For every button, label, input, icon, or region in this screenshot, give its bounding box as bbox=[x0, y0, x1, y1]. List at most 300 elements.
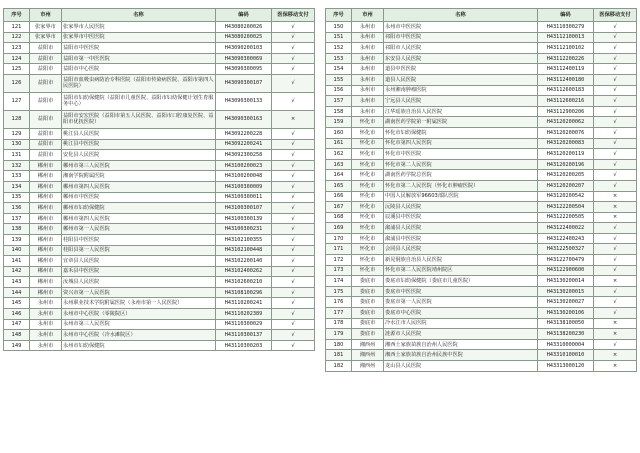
cell-hospital-name: 郴州市中医医院 bbox=[62, 192, 216, 203]
cell-code: H43110300029 bbox=[216, 319, 272, 330]
cell-payment-flag: √ bbox=[594, 233, 637, 244]
cell-hospital-name: 湘西土家族苗族自治州人民医院 bbox=[384, 339, 538, 350]
cell-seq: 163 bbox=[326, 159, 352, 170]
cell-payment-flag: √ bbox=[594, 180, 637, 191]
cell-hospital-name: 会同县人民医院 bbox=[384, 244, 538, 255]
table-row bbox=[4, 92, 315, 110]
cell-code: H43120200062 bbox=[538, 117, 594, 128]
cell-code: H43122200504 bbox=[538, 202, 594, 213]
cell-payment-flag: √ bbox=[594, 32, 637, 43]
cell-code: H43090300095 bbox=[216, 64, 272, 75]
table-row bbox=[326, 329, 637, 340]
cell-seq: 160 bbox=[326, 127, 352, 138]
table-row bbox=[326, 149, 637, 160]
cell-city: 郴州市 bbox=[30, 181, 62, 192]
cell-hospital-name: 湘西土家族苗族自治州民族中医院 bbox=[384, 350, 538, 361]
cell-hospital-name: 娄底市中医医院 bbox=[384, 286, 538, 297]
cell-seq: 180 bbox=[326, 339, 352, 350]
cell-hospital-name: 湘南学院附属医院 bbox=[62, 171, 216, 182]
cell-city: 怀化市 bbox=[352, 117, 384, 128]
cell-code: H43090300069 bbox=[216, 53, 272, 64]
table-header-row bbox=[4, 9, 315, 22]
table-body-right bbox=[326, 22, 637, 372]
table-row bbox=[4, 319, 315, 330]
cell-seq: 150 bbox=[326, 22, 352, 33]
cell-payment-flag: × bbox=[594, 350, 637, 361]
cell-hospital-name: 郴州市第四人民医院 bbox=[62, 181, 216, 192]
cell-seq: 136 bbox=[4, 203, 30, 214]
cell-seq: 182 bbox=[326, 361, 352, 372]
table-row bbox=[326, 170, 637, 181]
table-row bbox=[4, 266, 315, 277]
hospital-table-right bbox=[325, 8, 637, 372]
cell-seq: 140 bbox=[4, 245, 30, 256]
cell-hospital-name: 东安县人民医院 bbox=[384, 53, 538, 64]
table-row bbox=[4, 22, 315, 33]
cell-city: 怀化市 bbox=[352, 244, 384, 255]
cell-hospital-name: 益阳市中心医院 bbox=[62, 64, 216, 75]
cell-payment-flag: √ bbox=[272, 256, 315, 267]
cell-city: 怀化市 bbox=[352, 180, 384, 191]
table-row bbox=[326, 117, 637, 128]
cell-hospital-name: 桂阳县中医医院 bbox=[62, 234, 216, 245]
header-name: 名称 bbox=[62, 9, 216, 22]
cell-code: H43100200023 bbox=[216, 160, 272, 171]
cell-seq: 151 bbox=[326, 32, 352, 43]
table-row bbox=[326, 244, 637, 255]
table-row bbox=[4, 192, 315, 203]
cell-seq: 159 bbox=[326, 117, 352, 128]
cell-payment-flag: √ bbox=[594, 255, 637, 266]
cell-seq: 173 bbox=[326, 265, 352, 276]
cell-code: H43112600216 bbox=[538, 96, 594, 107]
table-row bbox=[4, 256, 315, 267]
cell-city: 郴州市 bbox=[30, 160, 62, 171]
cell-code: H43110202389 bbox=[216, 309, 272, 320]
cell-payment-flag: √ bbox=[594, 159, 637, 170]
table-row bbox=[326, 255, 637, 266]
cell-code: H43080200025 bbox=[216, 32, 272, 43]
cell-hospital-name: 怀化市妇幼保健院 bbox=[384, 127, 538, 138]
cell-payment-flag: × bbox=[594, 329, 637, 340]
header-seq: 序号 bbox=[4, 9, 30, 22]
table-row bbox=[326, 106, 637, 117]
cell-code: H43120200119 bbox=[538, 149, 594, 160]
cell-seq: 161 bbox=[326, 138, 352, 149]
header-payment: 医保移动支付 bbox=[594, 9, 637, 22]
cell-seq: 133 bbox=[4, 171, 30, 182]
cell-city: 永州市 bbox=[352, 22, 384, 33]
cell-code: H43112400119 bbox=[538, 64, 594, 75]
cell-hospital-name: 怀化市中医医院 bbox=[384, 149, 538, 160]
cell-payment-flag: × bbox=[594, 276, 637, 287]
cell-city: 益阳市 bbox=[30, 74, 62, 92]
cell-hospital-name: 宜章县人民医院 bbox=[62, 256, 216, 267]
cell-payment-flag: × bbox=[594, 202, 637, 213]
header-code: 编码 bbox=[216, 9, 272, 22]
table-row bbox=[4, 53, 315, 64]
cell-hospital-name: 永州市中心医院（零陵院区） bbox=[62, 309, 216, 320]
table-row bbox=[4, 64, 315, 75]
cell-city: 永州市 bbox=[30, 330, 62, 341]
cell-code: H43090300133 bbox=[216, 92, 272, 110]
cell-city: 郴州市 bbox=[30, 171, 62, 182]
cell-seq: 135 bbox=[4, 192, 30, 203]
cell-hospital-name: 沅陵县人民医院 bbox=[384, 202, 538, 213]
cell-city: 益阳市 bbox=[30, 150, 62, 161]
cell-city: 湘西州 bbox=[352, 350, 384, 361]
table-row bbox=[326, 233, 637, 244]
cell-city: 郴州市 bbox=[30, 277, 62, 288]
cell-code: H43092200228 bbox=[216, 128, 272, 139]
cell-city: 怀化市 bbox=[352, 127, 384, 138]
cell-seq: 123 bbox=[4, 43, 30, 54]
cell-payment-flag: √ bbox=[594, 85, 637, 96]
cell-city: 益阳市 bbox=[30, 53, 62, 64]
cell-hospital-name: 郴州市妇幼保健院 bbox=[62, 203, 216, 214]
cell-payment-flag: √ bbox=[272, 181, 315, 192]
cell-payment-flag: √ bbox=[272, 298, 315, 309]
cell-city: 张家界市 bbox=[30, 22, 62, 33]
cell-hospital-name: 张家界市中医医院 bbox=[62, 32, 216, 43]
cell-city: 娄底市 bbox=[352, 276, 384, 287]
table-row bbox=[4, 160, 315, 171]
cell-code: H43110300279 bbox=[538, 22, 594, 33]
cell-city: 怀化市 bbox=[352, 233, 384, 244]
cell-hospital-name: 桂阳县第一人民医院 bbox=[62, 245, 216, 256]
cell-seq: 129 bbox=[4, 128, 30, 139]
table-row bbox=[326, 276, 637, 287]
cell-code: H43112200226 bbox=[538, 53, 594, 64]
cell-payment-flag: √ bbox=[594, 308, 637, 319]
table-row bbox=[4, 309, 315, 320]
cell-payment-flag: √ bbox=[594, 223, 637, 234]
cell-seq: 168 bbox=[326, 212, 352, 223]
table-row bbox=[326, 361, 637, 372]
cell-hospital-name: 湖南医药学院总医院 bbox=[384, 170, 538, 181]
cell-code: H43310000004 bbox=[538, 339, 594, 350]
table-row bbox=[4, 277, 315, 288]
cell-city: 湘西州 bbox=[352, 339, 384, 350]
cell-seq: 162 bbox=[326, 149, 352, 160]
cell-hospital-name: 永州职业技术学院附属医院（永州市第一人民医院） bbox=[62, 298, 216, 309]
table-row bbox=[4, 150, 315, 161]
cell-city: 张家界市 bbox=[30, 32, 62, 43]
cell-seq: 167 bbox=[326, 202, 352, 213]
cell-payment-flag: √ bbox=[272, 43, 315, 54]
table-header-row bbox=[326, 9, 637, 22]
cell-code: H43092300258 bbox=[216, 150, 272, 161]
cell-payment-flag: √ bbox=[272, 309, 315, 320]
cell-code: H43120200205 bbox=[538, 170, 594, 181]
cell-city: 益阳市 bbox=[30, 110, 62, 128]
table-row bbox=[4, 340, 315, 351]
table-row bbox=[326, 138, 637, 149]
cell-seq: 130 bbox=[4, 139, 30, 150]
cell-code: H43112900206 bbox=[538, 106, 594, 117]
cell-payment-flag: √ bbox=[272, 319, 315, 330]
cell-city: 永州市 bbox=[352, 32, 384, 43]
cell-payment-flag: √ bbox=[272, 266, 315, 277]
cell-code: H43122200505 bbox=[538, 212, 594, 223]
table-row bbox=[326, 265, 637, 276]
cell-seq: 146 bbox=[4, 309, 30, 320]
cell-seq: 148 bbox=[4, 330, 30, 341]
cell-seq: 181 bbox=[326, 350, 352, 361]
cell-code: H43313000120 bbox=[538, 361, 594, 372]
table-row bbox=[326, 22, 637, 33]
cell-code: H43120200207 bbox=[538, 180, 594, 191]
cell-seq: 166 bbox=[326, 191, 352, 202]
cell-hospital-name: 道县人民医院 bbox=[384, 74, 538, 85]
cell-city: 娄底市 bbox=[352, 308, 384, 319]
table-row bbox=[4, 43, 315, 54]
cell-city: 娄底市 bbox=[352, 329, 384, 340]
table-row bbox=[326, 180, 637, 191]
table-row bbox=[326, 202, 637, 213]
cell-code: H43102200140 bbox=[216, 256, 272, 267]
cell-code: H43090200103 bbox=[216, 43, 272, 54]
cell-payment-flag: √ bbox=[594, 149, 637, 160]
cell-seq: 138 bbox=[4, 224, 30, 235]
cell-city: 永州市 bbox=[352, 106, 384, 117]
cell-city: 永州市 bbox=[352, 85, 384, 96]
cell-payment-flag: √ bbox=[272, 277, 315, 288]
cell-seq: 125 bbox=[4, 64, 30, 75]
cell-hospital-name: 益阳市安宏医院（益阳市第五人民医院、益阳市口腔康复医院、益阳市优抚医院） bbox=[62, 110, 216, 128]
hospital-table-left bbox=[3, 8, 315, 351]
cell-seq: 139 bbox=[4, 234, 30, 245]
table-row bbox=[4, 287, 315, 298]
cell-seq: 141 bbox=[4, 256, 30, 267]
cell-code: H43100200048 bbox=[216, 171, 272, 182]
cell-city: 郴州市 bbox=[30, 256, 62, 267]
cell-code: H43122500327 bbox=[538, 244, 594, 255]
cell-payment-flag: √ bbox=[594, 64, 637, 75]
cell-city: 益阳市 bbox=[30, 64, 62, 75]
cell-payment-flag: √ bbox=[594, 53, 637, 64]
table-row bbox=[4, 139, 315, 150]
cell-code: H43112100102 bbox=[538, 43, 594, 54]
cell-city: 娄底市 bbox=[352, 297, 384, 308]
cell-hospital-name: 娄底市第一人民医院 bbox=[384, 297, 538, 308]
cell-seq: 122 bbox=[4, 32, 30, 43]
table-row bbox=[4, 298, 315, 309]
cell-hospital-name: 益阳市第一中医医院 bbox=[62, 53, 216, 64]
cell-city: 怀化市 bbox=[352, 212, 384, 223]
cell-payment-flag: √ bbox=[594, 170, 637, 181]
cell-hospital-name: 益阳市中医医院 bbox=[62, 43, 216, 54]
cell-city: 怀化市 bbox=[352, 223, 384, 234]
cell-hospital-name: 郴州市第三人民医院 bbox=[62, 160, 216, 171]
table-body-left bbox=[4, 22, 315, 351]
table-row bbox=[326, 339, 637, 350]
cell-payment-flag: √ bbox=[594, 265, 637, 276]
cell-seq: 154 bbox=[326, 64, 352, 75]
table-row bbox=[326, 286, 637, 297]
cell-city: 郴州市 bbox=[30, 192, 62, 203]
header-name: 名称 bbox=[384, 9, 538, 22]
cell-city: 郴州市 bbox=[30, 266, 62, 277]
cell-code: H43090300163 bbox=[216, 110, 272, 128]
cell-code: H43102600210 bbox=[216, 277, 272, 288]
cell-code: H43120200196 bbox=[538, 159, 594, 170]
cell-code: H43108100296 bbox=[216, 287, 272, 298]
cell-city: 怀化市 bbox=[352, 265, 384, 276]
cell-seq: 155 bbox=[326, 74, 352, 85]
cell-hospital-name: 怀化市第四人民医院 bbox=[384, 138, 538, 149]
cell-payment-flag: × bbox=[594, 212, 637, 223]
cell-code: H43102400262 bbox=[216, 266, 272, 277]
cell-seq: 169 bbox=[326, 223, 352, 234]
cell-payment-flag: √ bbox=[594, 96, 637, 107]
cell-city: 益阳市 bbox=[30, 139, 62, 150]
cell-city: 郴州市 bbox=[30, 287, 62, 298]
cell-city: 娄底市 bbox=[352, 318, 384, 329]
cell-hospital-name: 桃江县人民医院 bbox=[62, 128, 216, 139]
cell-payment-flag: √ bbox=[272, 213, 315, 224]
cell-city: 永州市 bbox=[30, 340, 62, 351]
cell-code: H43120200542 bbox=[538, 191, 594, 202]
cell-payment-flag: √ bbox=[272, 22, 315, 33]
table-row bbox=[326, 297, 637, 308]
cell-payment-flag: √ bbox=[594, 297, 637, 308]
cell-code: H43110200241 bbox=[216, 298, 272, 309]
cell-payment-flag: √ bbox=[594, 339, 637, 350]
cell-code: H43130200014 bbox=[538, 276, 594, 287]
cell-code: H43102100448 bbox=[216, 245, 272, 256]
header-city: 市州 bbox=[352, 9, 384, 22]
cell-city: 永州市 bbox=[352, 74, 384, 85]
cell-code: H43100300139 bbox=[216, 213, 272, 224]
cell-city: 怀化市 bbox=[352, 138, 384, 149]
table-row bbox=[4, 171, 315, 182]
table-row bbox=[4, 74, 315, 92]
cell-city: 益阳市 bbox=[30, 128, 62, 139]
cell-code: H43310100010 bbox=[538, 350, 594, 361]
cell-city: 郴州市 bbox=[30, 234, 62, 245]
cell-city: 怀化市 bbox=[352, 202, 384, 213]
table-row bbox=[326, 191, 637, 202]
cell-seq: 152 bbox=[326, 43, 352, 54]
cell-payment-flag: √ bbox=[594, 117, 637, 128]
cell-hospital-name: 辰溪县中医医院 bbox=[384, 212, 538, 223]
table-row bbox=[4, 330, 315, 341]
cell-payment-flag: √ bbox=[594, 127, 637, 138]
header-payment: 医保移动支付 bbox=[272, 9, 315, 22]
cell-hospital-name: 祁阳市人民医院 bbox=[384, 43, 538, 54]
cell-hospital-name: 益阳市血吸虫病防治专科医院（益阳市传染病医院、益阳市第四人民医院） bbox=[62, 74, 216, 92]
cell-code: H43138100050 bbox=[538, 318, 594, 329]
cell-city: 益阳市 bbox=[30, 43, 62, 54]
cell-payment-flag: √ bbox=[272, 53, 315, 64]
cell-payment-flag: √ bbox=[272, 160, 315, 171]
cell-payment-flag: √ bbox=[594, 22, 637, 33]
cell-code: H43080200026 bbox=[216, 22, 272, 33]
cell-city: 怀化市 bbox=[352, 170, 384, 181]
cell-seq: 126 bbox=[4, 74, 30, 92]
cell-seq: 176 bbox=[326, 297, 352, 308]
cell-city: 湘西州 bbox=[352, 361, 384, 372]
cell-hospital-name: 道县中医医院 bbox=[384, 64, 538, 75]
cell-seq: 142 bbox=[4, 266, 30, 277]
table-row bbox=[4, 181, 315, 192]
cell-payment-flag: √ bbox=[272, 74, 315, 92]
cell-seq: 124 bbox=[4, 53, 30, 64]
cell-seq: 128 bbox=[4, 110, 30, 128]
cell-code: H43120200076 bbox=[538, 127, 594, 138]
cell-hospital-name: 龙山县人民医院 bbox=[384, 361, 538, 372]
cell-code: H43102100355 bbox=[216, 234, 272, 245]
cell-hospital-name: 安化县人民医院 bbox=[62, 150, 216, 161]
table-row bbox=[326, 74, 637, 85]
table-row bbox=[326, 43, 637, 54]
cell-code: H43090300107 bbox=[216, 74, 272, 92]
table-row bbox=[326, 212, 637, 223]
cell-city: 怀化市 bbox=[352, 159, 384, 170]
table-row bbox=[4, 234, 315, 245]
table-row bbox=[326, 223, 637, 234]
cell-hospital-name: 祁阳市中医医院 bbox=[384, 32, 538, 43]
cell-payment-flag: √ bbox=[272, 92, 315, 110]
cell-seq: 164 bbox=[326, 170, 352, 181]
table-row bbox=[4, 213, 315, 224]
table-row bbox=[4, 224, 315, 235]
cell-seq: 158 bbox=[326, 106, 352, 117]
cell-hospital-name: 江华瑶族自治县人民医院 bbox=[384, 106, 538, 117]
cell-payment-flag: √ bbox=[272, 32, 315, 43]
cell-seq: 147 bbox=[4, 319, 30, 330]
cell-city: 怀化市 bbox=[352, 255, 384, 266]
table-row bbox=[326, 127, 637, 138]
cell-city: 郴州市 bbox=[30, 245, 62, 256]
cell-code: H43130200106 bbox=[538, 308, 594, 319]
table-row bbox=[4, 128, 315, 139]
cell-city: 永州市 bbox=[352, 53, 384, 64]
cell-code: H43110300203 bbox=[216, 340, 272, 351]
table-row bbox=[326, 32, 637, 43]
header-city: 市州 bbox=[30, 9, 62, 22]
cell-hospital-name: 涟源市人民医院 bbox=[384, 329, 538, 340]
cell-payment-flag: √ bbox=[594, 244, 637, 255]
cell-city: 娄底市 bbox=[352, 286, 384, 297]
cell-hospital-name: 新晃侗族自治县人民医院 bbox=[384, 255, 538, 266]
cell-hospital-name: 汝城县人民医院 bbox=[62, 277, 216, 288]
cell-hospital-name: 宁远县人民医院 bbox=[384, 96, 538, 107]
cell-payment-flag: √ bbox=[272, 203, 315, 214]
cell-seq: 149 bbox=[4, 340, 30, 351]
cell-code: H43100300107 bbox=[216, 203, 272, 214]
cell-hospital-name: 桃江县中医医院 bbox=[62, 139, 216, 150]
cell-seq: 132 bbox=[4, 160, 30, 171]
cell-code: H43122400022 bbox=[538, 223, 594, 234]
cell-city: 益阳市 bbox=[30, 92, 62, 110]
cell-payment-flag: √ bbox=[272, 139, 315, 150]
cell-city: 郴州市 bbox=[30, 213, 62, 224]
cell-hospital-name: 嘉禾县中医医院 bbox=[62, 266, 216, 277]
cell-hospital-name: 怀化市第二人民医院靖州院区 bbox=[384, 265, 538, 276]
cell-payment-flag: √ bbox=[272, 150, 315, 161]
cell-payment-flag: × bbox=[594, 361, 637, 372]
cell-hospital-name: 娄底市中心医院 bbox=[384, 308, 538, 319]
cell-hospital-name: 溆浦县人民医院 bbox=[384, 223, 538, 234]
cell-hospital-name: 资兴市第一人民医院 bbox=[62, 287, 216, 298]
cell-seq: 137 bbox=[4, 213, 30, 224]
cell-payment-flag: √ bbox=[272, 245, 315, 256]
cell-city: 郴州市 bbox=[30, 224, 62, 235]
cell-code: H43122700479 bbox=[538, 255, 594, 266]
cell-seq: 174 bbox=[326, 276, 352, 287]
